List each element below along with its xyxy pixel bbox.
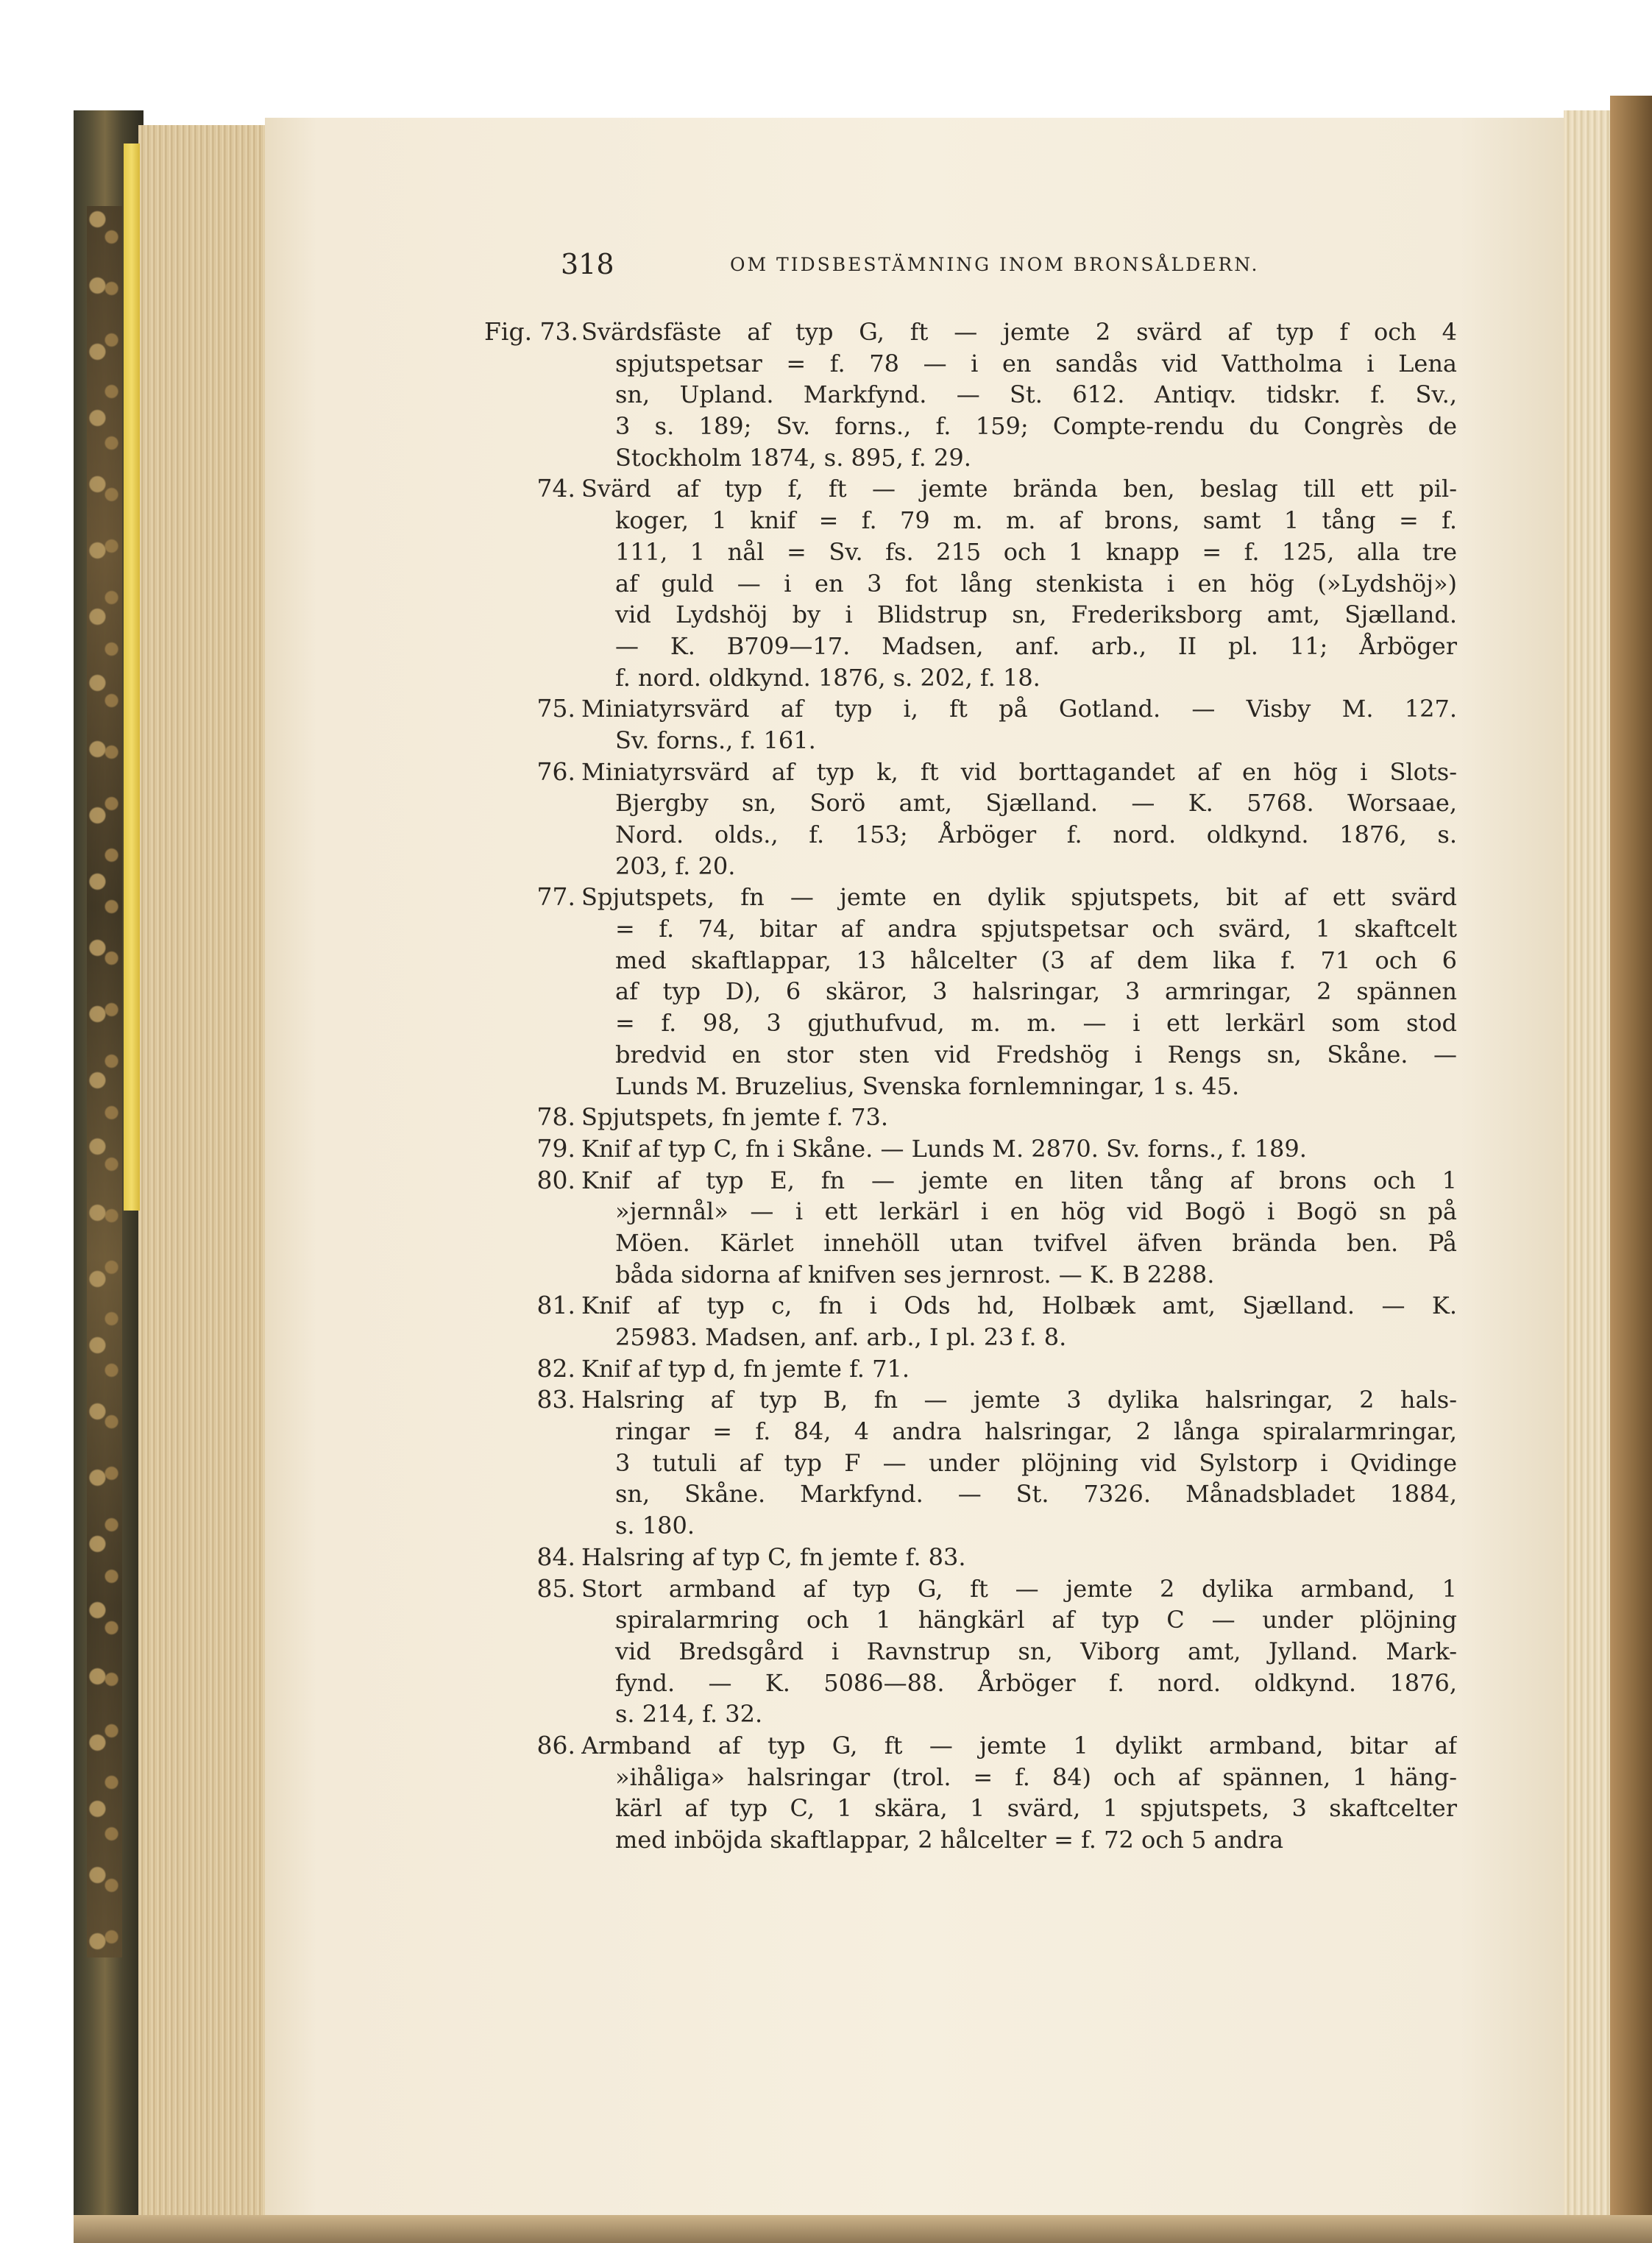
catalogue-entry	[536, 1730, 1457, 1856]
entry-text-line: med inböjda skaftlappar, 2 hålcelter = f. 72 och 5 andra	[615, 1826, 1284, 1854]
entry-text-line: s. 180.	[615, 1512, 695, 1540]
book-bottom-edge	[74, 2215, 1652, 2243]
yellow-page-edge	[124, 143, 140, 1211]
entry-number: 85.	[536, 1573, 575, 1603]
entry-text-line: spjutspetsar = f. 78 — i en sandås vid Vattholma i Lena	[615, 349, 1457, 378]
catalogue-entry	[536, 1133, 1457, 1165]
catalogue-entry	[484, 316, 1457, 473]
entry-text-line: af guld — i en 3 fot lång stenkista i en hög (»Lydshöj»)	[615, 569, 1457, 598]
catalogue-entry	[536, 756, 1457, 882]
entry-text-line: Sv. forns., f. 161.	[615, 726, 816, 754]
catalogue-entry	[536, 1353, 1457, 1385]
entry-text-line: Stockholm 1874, s. 895, f. 29.	[615, 443, 971, 472]
entry-number: 77.	[536, 882, 575, 912]
entry-text-line: f. nord. oldkynd. 1876, s. 202, f. 18.	[615, 663, 1041, 692]
entry-text-line: Halsring af typ C, fn jemte f. 83.	[581, 1542, 966, 1571]
entry-text-line: Armband af typ G, ft — jemte 1 dylikt armband, bitar af	[581, 1731, 1457, 1760]
catalogue-entry	[536, 1542, 1457, 1573]
entry-text-line: spiralarmring och 1 hängkärl af typ C — under plöjning	[615, 1606, 1457, 1634]
catalogue-entry	[536, 473, 1457, 693]
entry-number: 76.	[536, 756, 575, 786]
entry-text-line: Knif af typ C, fn i Skåne. — Lunds M. 2870. Sv. forns., f. 189.	[581, 1134, 1307, 1163]
catalogue-entry	[536, 882, 1457, 1102]
entry-text-line: Miniatyrsvärd af typ i, ft på Gotland. — Visby M. 127.	[581, 695, 1457, 723]
entry-text-line: s. 214, f. 32.	[615, 1700, 763, 1729]
catalogue-entry	[536, 1102, 1457, 1133]
marbled-board	[87, 206, 122, 1957]
catalogue-entry	[536, 1384, 1457, 1541]
entry-number: 84.	[536, 1542, 575, 1571]
entry-text-line: Svärdsfäste af typ G, ft — jemte 2 svärd af typ f och 4	[581, 318, 1457, 346]
entry-text-line: = f. 98, 3 gjuthufvud, m. m. — i ett lerkärl som stod	[615, 1009, 1457, 1038]
entry-text-line: Nord. olds., f. 153; Årböger f. nord. oldkynd. 1876, s.	[615, 821, 1457, 848]
entry-text-line: Knif af typ d, fn jemte f. 71.	[581, 1354, 910, 1383]
entry-text-line: = f. 74, bitar af andra spjutspetsar och svärd, 1 skaftcelt	[615, 915, 1457, 943]
entry-text-line: vid Bredsgård i Ravnstrup sn, Viborg amt, Jylland. Mark-	[615, 1637, 1457, 1665]
entry-number: 79.	[536, 1133, 575, 1163]
running-title: OM TIDSBESTÄMNING INOM BRONSÅLDERN.	[730, 254, 1260, 275]
entry-text-line: bredvid en stor sten vid Fredshög i Rengs sn, Skåne. —	[615, 1040, 1457, 1069]
entry-text-line: 3 tutuli af typ F — under plöjning vid Sylstorp i Qvidinge	[615, 1448, 1457, 1477]
entry-text-line: 25983. Madsen, anf. arb., I pl. 23 f. 8.	[615, 1323, 1067, 1351]
page-number: 318	[561, 248, 614, 280]
entry-text-line: Lunds M. Bruzelius, Svenska fornlemningar, 1 s. 45.	[615, 1071, 1240, 1100]
entry-text-line: 111, 1 nål = Sv. fs. 215 och 1 knapp = f. 125, alla tre	[615, 537, 1457, 566]
entry-number: Fig. 73.	[484, 317, 579, 346]
book-cover-right	[1610, 96, 1652, 2243]
entry-text-line: »ihåliga» halsringar (trol. = f. 84) och af spännen, 1 häng-	[615, 1762, 1457, 1791]
entry-text-line: med skaftlappar, 13 hålcelter (3 af dem lika f. 71 och 6	[615, 946, 1457, 974]
entry-number: 82.	[536, 1353, 575, 1383]
entry-number: 75.	[536, 694, 575, 723]
entry-text-line: Stort armband af typ G, ft — jemte 2 dylika armband, 1	[581, 1574, 1457, 1603]
entry-text-line: »jernnål» — i ett lerkärl i en hög vid Bogö i Bogö sn på	[615, 1197, 1457, 1226]
entry-text-line: Halsring af typ B, fn — jemte 3 dylika halsringar, 2 hals-	[581, 1386, 1457, 1414]
entry-text-line: Knif af typ E, fn — jemte en liten tång af brons och 1	[581, 1166, 1457, 1194]
entry-text-line: vid Lydshöj by i Blidstrup sn, Frederiksborg amt, Sjælland.	[615, 600, 1457, 629]
entry-text-line: sn, Upland. Markfynd. — St. 612. Antiqv. tidskr. f. Sv.,	[615, 380, 1457, 409]
page-edges-left	[138, 125, 271, 2230]
entry-text-line: Knif af typ c, fn i Ods hd, Holbæk amt, Sjælland. — K.	[581, 1291, 1457, 1320]
entry-text-line: båda sidorna af knifven ses jernrost. — K. B 2288.	[615, 1260, 1215, 1289]
entry-text-line: af typ D), 6 skäror, 3 halsringar, 3 armringar, 2 spännen	[615, 977, 1457, 1006]
entry-text-line: 203, f. 20.	[615, 851, 736, 880]
entry-text-line: Möen. Kärlet innehöll utan tvifvel äfven brända ben. På	[615, 1228, 1457, 1257]
entry-text-line: Spjutspets, fn jemte f. 73.	[581, 1103, 888, 1132]
entry-text-line: 3 s. 189; Sv. forns., f. 159; Compte-rendu du Congrès de	[615, 412, 1457, 441]
entry-text-line: koger, 1 knif = f. 79 m. m. af brons, samt 1 tång = f.	[615, 506, 1457, 535]
figure-catalogue	[484, 316, 1457, 1856]
entry-text-line: kärl af typ C, 1 skära, 1 svärd, 1 spjutspets, 3 skaftcelter	[615, 1794, 1457, 1823]
catalogue-entry	[536, 693, 1457, 756]
entry-number: 81.	[536, 1291, 575, 1320]
entry-text-line: sn, Skåne. Markfynd. — St. 7326. Månadsbladet 1884,	[615, 1480, 1457, 1509]
entry-number: 80.	[536, 1165, 575, 1194]
entry-number: 74.	[536, 474, 575, 503]
entry-number: 86.	[536, 1730, 575, 1760]
entry-text-line: Miniatyrsvärd af typ k, ft vid borttagandet af en hög i Slots-	[581, 757, 1457, 786]
entry-text-line: Svärd af typ f, ft — jemte brända ben, beslag till ett pil-	[581, 475, 1457, 503]
catalogue-entry	[536, 1290, 1457, 1353]
entry-text-line: ringar = f. 84, 4 andra halsringar, 2 långa spiralarmringar,	[615, 1417, 1457, 1446]
catalogue-entry	[536, 1165, 1457, 1291]
entry-text-line: Bjergby sn, Sorö amt, Sjælland. — K. 5768. Worsaae,	[615, 789, 1457, 818]
entry-text-line: Spjutspets, fn — jemte en dylik spjutspets, bit af ett svärd	[581, 883, 1457, 912]
catalogue-entry	[536, 1573, 1457, 1730]
entry-text-line: — K. B709—17. Madsen, anf. arb., II pl. 11; Årböger	[615, 631, 1457, 660]
entry-text-line: fynd. — K. 5086—88. Årböger f. nord. oldkynd. 1876,	[615, 1668, 1457, 1697]
entry-number: 78.	[536, 1102, 575, 1132]
entry-number: 83.	[536, 1385, 575, 1414]
